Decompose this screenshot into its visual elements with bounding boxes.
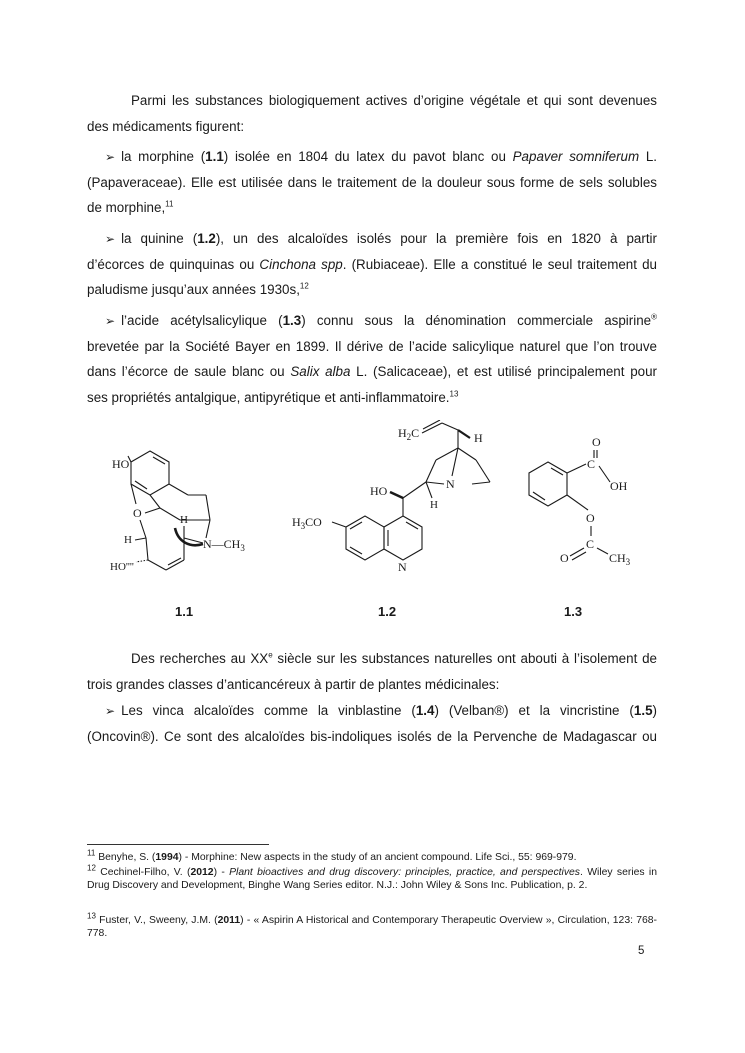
arrow-bullet-icon: ➢ — [105, 314, 116, 328]
bullet-morphine — [87, 144, 657, 221]
footnote-number: 12 — [87, 863, 96, 873]
century-superscript: e — [268, 650, 273, 660]
morphine-aromatic-ring — [131, 451, 169, 495]
footnote-title: Plant bioactives and drug discovery: principles, practice, and perspectives — [229, 867, 581, 878]
text: ) connu sous la dénomination commerciale aspirine — [301, 313, 652, 328]
footnote-year: 2011 — [217, 915, 241, 926]
quinine-n-bottom: N — [398, 560, 407, 574]
page-number: 5 — [638, 945, 645, 957]
label-quinine: 1.2 — [378, 604, 397, 619]
research-line-1 — [87, 646, 657, 672]
chemical-structures-figure — [100, 420, 660, 590]
subscript-2: 2 — [406, 432, 412, 442]
aspirin-benzene-ring — [529, 462, 567, 506]
aspirin-c-bottom: C — [586, 537, 595, 551]
compound-ref: 1.4 — [415, 703, 435, 718]
arrow-bullet-icon: ➢ — [105, 232, 116, 246]
text: dans l’écorce de saule blanc ou — [87, 364, 291, 380]
text: Fuster, V., Sweeny, J.M. ( — [95, 915, 218, 926]
research-paragraph — [87, 646, 657, 697]
vinca-line-2: (Oncovin®). Ce sont des alcaloïdes bis-indoliques isolés de la Pervenche de Madagascar ou — [87, 728, 657, 744]
footnote-year: 1994 — [155, 852, 179, 863]
text: siècle sur les substances naturelles ont abouti à l’isolement de — [272, 651, 657, 666]
bullet-quinine — [87, 226, 657, 303]
text: ) isolée en 1804 du latex du pavot blanc ou — [223, 149, 513, 164]
registered-mark: ® — [651, 312, 657, 322]
footnote-ref[interactable]: 13 — [449, 389, 459, 399]
morphine-o: O — [133, 506, 142, 520]
compound-ref: 1.1 — [205, 149, 224, 164]
morphine-line-2: (Papaveraceae). Elle est utilisée dans le traitement de la douleur sous forme de sels solubles — [87, 174, 657, 190]
species-name: Papaver somniferum — [512, 149, 640, 164]
text: d’écorces de quinquinas ou — [87, 256, 260, 272]
text: la morphine ( — [121, 149, 206, 164]
n-ch-label: N—CH — [203, 537, 241, 551]
species-name: Salix alba — [290, 364, 351, 380]
text: ) (Velban®) et la vincristine ( — [434, 703, 634, 718]
quinine-h2c — [398, 426, 419, 442]
morphine-structure — [110, 451, 245, 573]
morphine-ho-bottom: HO'''' — [110, 561, 134, 573]
aspirin-structure — [529, 435, 631, 567]
quinine-pyridine-ring — [384, 516, 422, 560]
text: ) - — [213, 867, 230, 878]
quinine-line-1 — [87, 226, 657, 252]
compound-ref: 1.2 — [197, 231, 216, 246]
bullet-aspirin — [87, 308, 657, 410]
morphine-h2: H — [124, 534, 132, 546]
text: ) — [652, 703, 657, 718]
text: L. — [639, 149, 658, 164]
aspirin-o-top: O — [592, 435, 601, 449]
text: la quinine ( — [121, 231, 198, 246]
footnote-number: 11 — [87, 848, 96, 858]
aspirin-line-2: brevetée par la Société Bayer en 1899. Il dérive de l’acide salicylique naturel que l’on trouve — [87, 338, 657, 354]
research-line-2: trois grandes classes d’anticancéreux à partir de plantes médicinales: — [87, 676, 500, 692]
footnote-year: 2012 — [190, 867, 214, 878]
quinine-n-top: N — [446, 477, 455, 491]
text: de morphine, — [87, 200, 166, 216]
arrow-bullet-icon: ➢ — [105, 150, 116, 164]
compound-ref: 1.3 — [282, 313, 302, 328]
text: Les vinca alcaloïdes comme la vinblastine ( — [121, 703, 416, 718]
text: . Wiley series in Drug Discovery and Development, Binghe Wang Series editor. N.J.: John Wiley & Sons Inc. Publication, p. 2. — [87, 867, 658, 892]
footnote-12 — [87, 863, 658, 893]
intro-line-1: Parmi les substances biologiquement actives d’origine végétale et qui sont devenues — [131, 93, 657, 108]
quinine-h-top: H — [474, 431, 483, 445]
quinine-h3co — [292, 515, 322, 531]
bullet-vinca — [87, 698, 657, 749]
morphine-line-1 — [87, 144, 657, 170]
quinine-line-3 — [87, 277, 657, 303]
aspirin-oh: OH — [610, 479, 628, 493]
aspirin-line-4 — [87, 385, 657, 411]
label-morphine: 1.1 — [175, 604, 194, 619]
text: ) - Morphine: New aspects in the study of an ancient compound. Life Sci., 55: 969-979. — [178, 852, 577, 863]
species-name: Cinchona spp — [259, 256, 343, 272]
text: ), un des alcaloïdes isolés pour la première fois en 1820 à partir — [215, 231, 657, 246]
subscript-3: 3 — [300, 521, 306, 531]
vinca-line-1 — [87, 698, 657, 724]
intro-line-2: des médicaments figurent: — [87, 118, 245, 134]
arrow-bullet-icon: ➢ — [105, 704, 116, 718]
aspirin-o-mid: O — [586, 511, 595, 525]
quinine-benzene-ring — [346, 516, 384, 560]
text: . (Rubiaceae). Elle a constitué le seul traitement du — [342, 256, 657, 272]
quinine-structure — [292, 420, 490, 574]
aspirin-line-3 — [87, 359, 657, 385]
footnote-separator — [87, 844, 269, 845]
text: Benyhe, S. ( — [95, 852, 156, 863]
text: L. (Salicaceae), et est utilisé principalement pour — [350, 364, 657, 380]
morphine-ho-top: HO — [112, 457, 130, 471]
text: Cechinel-Filho, V. ( — [95, 867, 191, 878]
ch-label: CH — [609, 551, 626, 565]
subscript-3: 3 — [625, 557, 631, 567]
text: ) - « Aspirin A Historical and Contemporary Therapeutic Overview », Circulation, 123: 768-778. — [87, 915, 658, 940]
aspirin-o-left: O — [560, 551, 569, 565]
footnote-ref[interactable]: 12 — [299, 281, 309, 291]
aspirin-c-top: C — [587, 457, 596, 471]
label-aspirin: 1.3 — [564, 604, 583, 619]
quinine-h-mid: H — [430, 499, 438, 511]
morphine-h1: H — [180, 514, 188, 526]
compound-ref: 1.5 — [633, 703, 653, 718]
quinine-ho: HO — [370, 484, 388, 498]
morphine-line-3 — [87, 195, 657, 221]
footnote-ref[interactable]: 11 — [165, 199, 174, 209]
text: Des recherches au XX — [131, 651, 269, 666]
quinine-line-2 — [87, 252, 657, 278]
footnote-11 — [87, 848, 657, 864]
intro-paragraph — [87, 88, 657, 139]
text: ses propriétés antalgique, antipyrétique et anti-inflammatoire. — [87, 389, 450, 405]
footnote-number: 13 — [87, 911, 96, 921]
morphine-n-ch3 — [203, 537, 245, 553]
footnote-13 — [87, 911, 658, 941]
text: paludisme jusqu’aux années 1930s, — [87, 282, 300, 298]
co-label: CO — [305, 515, 322, 529]
text: l’acide acétylsalicylique ( — [121, 313, 283, 328]
aspirin-line-1 — [87, 308, 657, 334]
subscript-3: 3 — [240, 543, 245, 553]
aspirin-ch3 — [609, 551, 631, 567]
h-label: H — [398, 426, 407, 440]
h-label: H — [292, 515, 301, 529]
c-label: C — [411, 426, 420, 440]
